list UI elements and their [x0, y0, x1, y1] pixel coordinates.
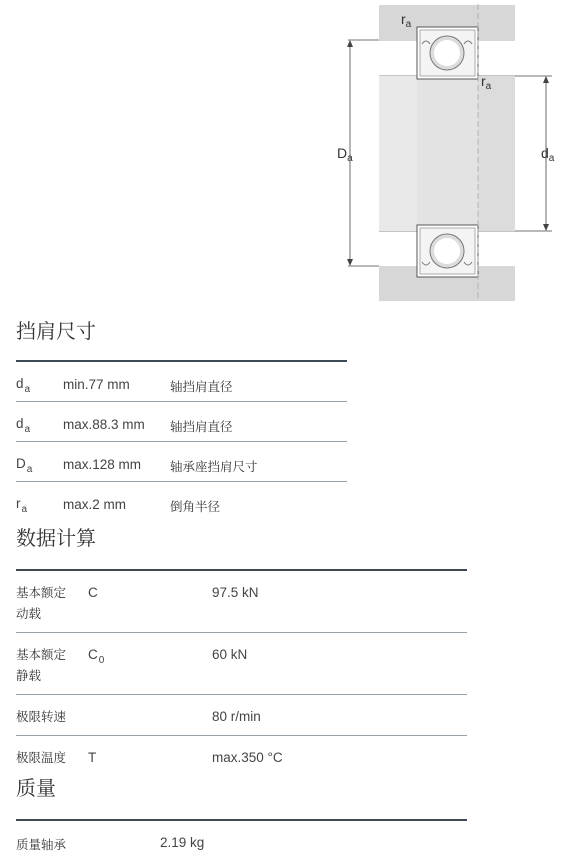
calc-name-line1: 极限温度 [16, 750, 67, 765]
calc-name-line2: 静载 [16, 668, 42, 683]
abutment-value: min.77 mm [63, 377, 130, 392]
label-Da: $D_a$ [337, 145, 353, 164]
abutment-symbol [16, 376, 31, 395]
calc-value: max.350 °C [212, 750, 283, 765]
abutment-row [16, 362, 347, 402]
calc-row [16, 695, 467, 736]
calc-name [16, 582, 66, 624]
bearing-abutment-diagram [330, 0, 568, 305]
abutment-value: max.128 mm [63, 457, 142, 472]
abutment-description: 轴挡肩直径 [170, 379, 233, 394]
abutment-symbol-sub: a [24, 384, 31, 395]
calc-name-line1: 基本额定 [16, 585, 67, 600]
abutment-title: 挡肩尺寸 [16, 319, 96, 343]
mass-row [16, 821, 467, 859]
calc-symbol-letter: C [88, 647, 98, 662]
abutment-description: 倒角半径 [170, 499, 221, 514]
abutment-symbol [16, 416, 31, 435]
abutment-description: 轴承座挡肩尺寸 [170, 459, 258, 474]
label-ra-top: $r_a$ [401, 11, 412, 30]
calc-title: 数据计算 [16, 526, 96, 550]
bearing-bottom [417, 225, 478, 277]
calc-symbol-letter: C [88, 585, 98, 600]
calc-name [16, 644, 66, 686]
label-ra-shaft: $r_a$ [481, 73, 492, 92]
calc-symbol [88, 585, 98, 600]
calc-name-line1: 极限转速 [16, 709, 67, 724]
calc-name [16, 706, 66, 727]
abutment-value: max.88.3 mm [63, 417, 145, 432]
calc-value: 60 kN [212, 647, 248, 662]
abutment-symbol-letter: r [16, 496, 21, 511]
calc-table [16, 569, 467, 776]
mass-name: 质量轴承 [16, 837, 67, 852]
abutment-symbol-sub: a [24, 424, 31, 435]
abutment-symbol [16, 496, 28, 515]
label-da: $d_a$ [541, 145, 555, 164]
calc-name [16, 747, 66, 768]
calc-row [16, 633, 467, 695]
abutment-description: 轴挡肩直径 [170, 419, 233, 434]
abutment-row [16, 442, 347, 482]
calc-symbol-letter: T [88, 750, 97, 765]
calc-row [16, 571, 467, 633]
abutment-table [16, 360, 347, 521]
abutment-symbol-letter: d [16, 376, 24, 391]
abutment-symbol-letter: D [16, 456, 26, 471]
bearing-top [417, 27, 478, 79]
abutment-symbol-sub: a [21, 504, 28, 515]
calc-value: 97.5 kN [212, 585, 259, 600]
calc-symbol [88, 750, 96, 765]
mass-value: 2.19 kg [160, 835, 205, 850]
abutment-symbol-sub: a [26, 464, 33, 475]
abutment-value: max.2 mm [63, 497, 127, 512]
calc-symbol-sub: 0 [98, 655, 105, 666]
calc-value: 80 r/min [212, 709, 261, 724]
abutment-symbol-letter: d [16, 416, 24, 431]
calc-row [16, 736, 467, 776]
abutment-row [16, 402, 347, 442]
calc-symbol [88, 647, 105, 666]
calc-name-line2: 动载 [16, 606, 42, 621]
abutment-symbol [16, 456, 33, 475]
abutment-row [16, 482, 347, 521]
mass-title: 质量 [16, 776, 56, 800]
mass-table [16, 819, 467, 859]
calc-name-line1: 基本额定 [16, 647, 67, 662]
